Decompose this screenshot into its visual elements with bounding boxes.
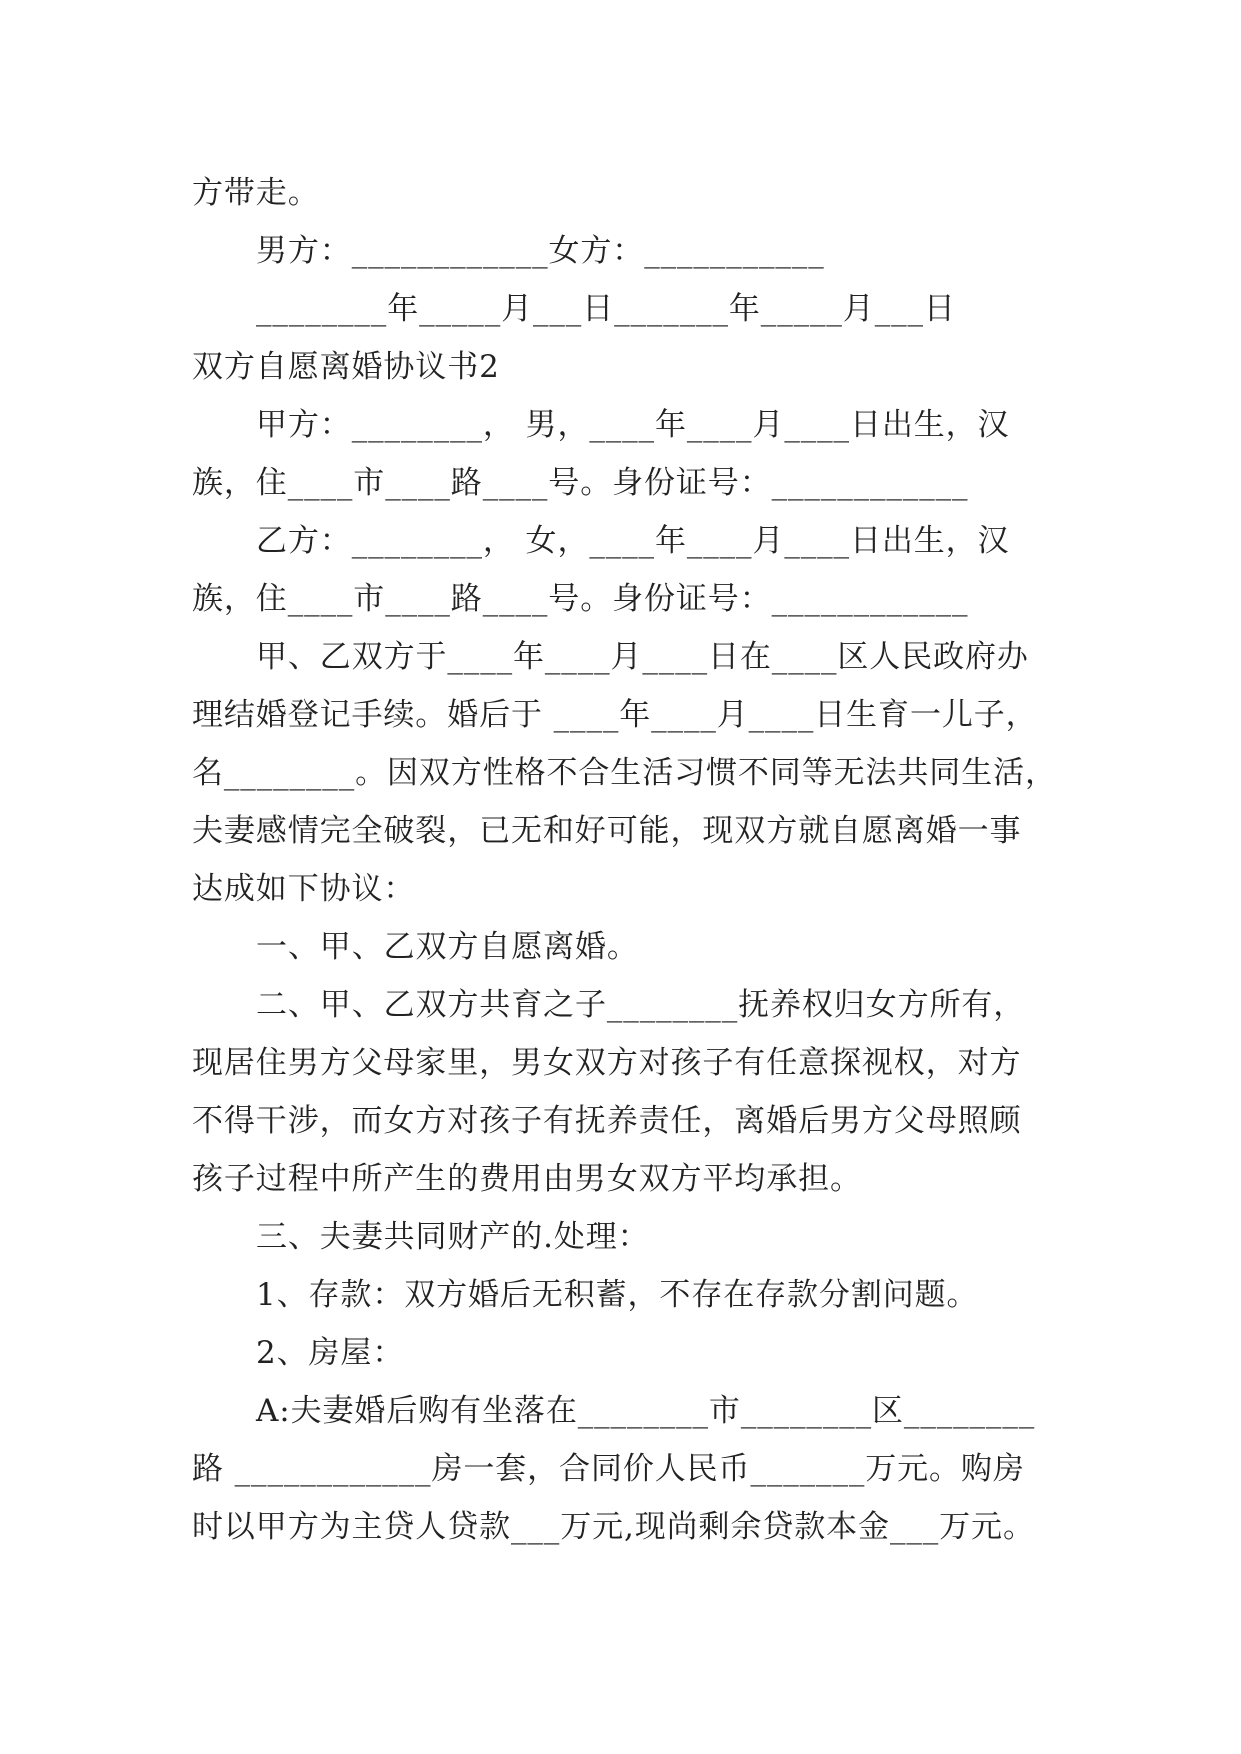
text-line: 男方：____________女方：___________: [256, 233, 825, 269]
section-title: 双方自愿离婚协议书2: [192, 349, 500, 385]
text-line: 名________。因双方性格不合生活习惯不同等无法共同生活，: [192, 755, 1057, 791]
text-line: 理结婚登记手续。婚后于 ____年____月____日生育一儿子，: [192, 697, 1038, 733]
sub-clause-housing: 2、房屋：: [256, 1335, 405, 1371]
text-line: 孩子过程中所产生的费用由男女双方平均承担。: [192, 1161, 862, 1197]
clause-2: 二、甲、乙双方共育之子________抚养权归女方所有，: [256, 987, 1026, 1023]
text-line: 甲方：________， 男，____年____月____日出生，汉: [256, 407, 1010, 443]
text-line: 不得干涉，而女方对孩子有抚养责任，离婚后男方父母照顾: [192, 1103, 1022, 1139]
text-line: A:夫妻婚后购有坐落在________市________区________: [256, 1393, 1036, 1429]
clause-1: 一、甲、乙双方自愿离婚。: [256, 929, 639, 965]
text-line: 时以甲方为主贷人贷款___万元,现尚剩余贷款本金___万元。: [192, 1509, 1035, 1545]
text-line: 族，住____市____路____号。身份证号：____________: [192, 581, 969, 617]
text-line: ________年_____月___日_______年_____月___日: [256, 291, 956, 327]
text-line: 达成如下协议：: [192, 871, 416, 907]
text-line: 方带走。: [192, 175, 320, 211]
document-body: [192, 164, 1072, 1556]
text-line: 现居住男方父母家里，男女双方对孩子有任意探视权，对方: [192, 1045, 1022, 1081]
text-line: 甲、乙双方于____年____月____日在____区人民政府办: [256, 639, 1029, 675]
clause-3: 三、夫妻共同财产的.处理：: [256, 1219, 650, 1255]
text-line: 乙方：________， 女，____年____月____日出生，汉: [256, 523, 1010, 559]
text-line: 路 ____________房一套，合同价人民币_______万元。购房: [192, 1451, 1025, 1487]
text-line: 族，住____市____路____号。身份证号：____________: [192, 465, 969, 501]
sub-clause-savings: 1、存款：双方婚后无积蓄，不存在存款分割问题。: [256, 1277, 979, 1313]
text-line: 夫妻感情完全破裂，已无和好可能，现双方就自愿离婚一事: [192, 813, 1022, 849]
